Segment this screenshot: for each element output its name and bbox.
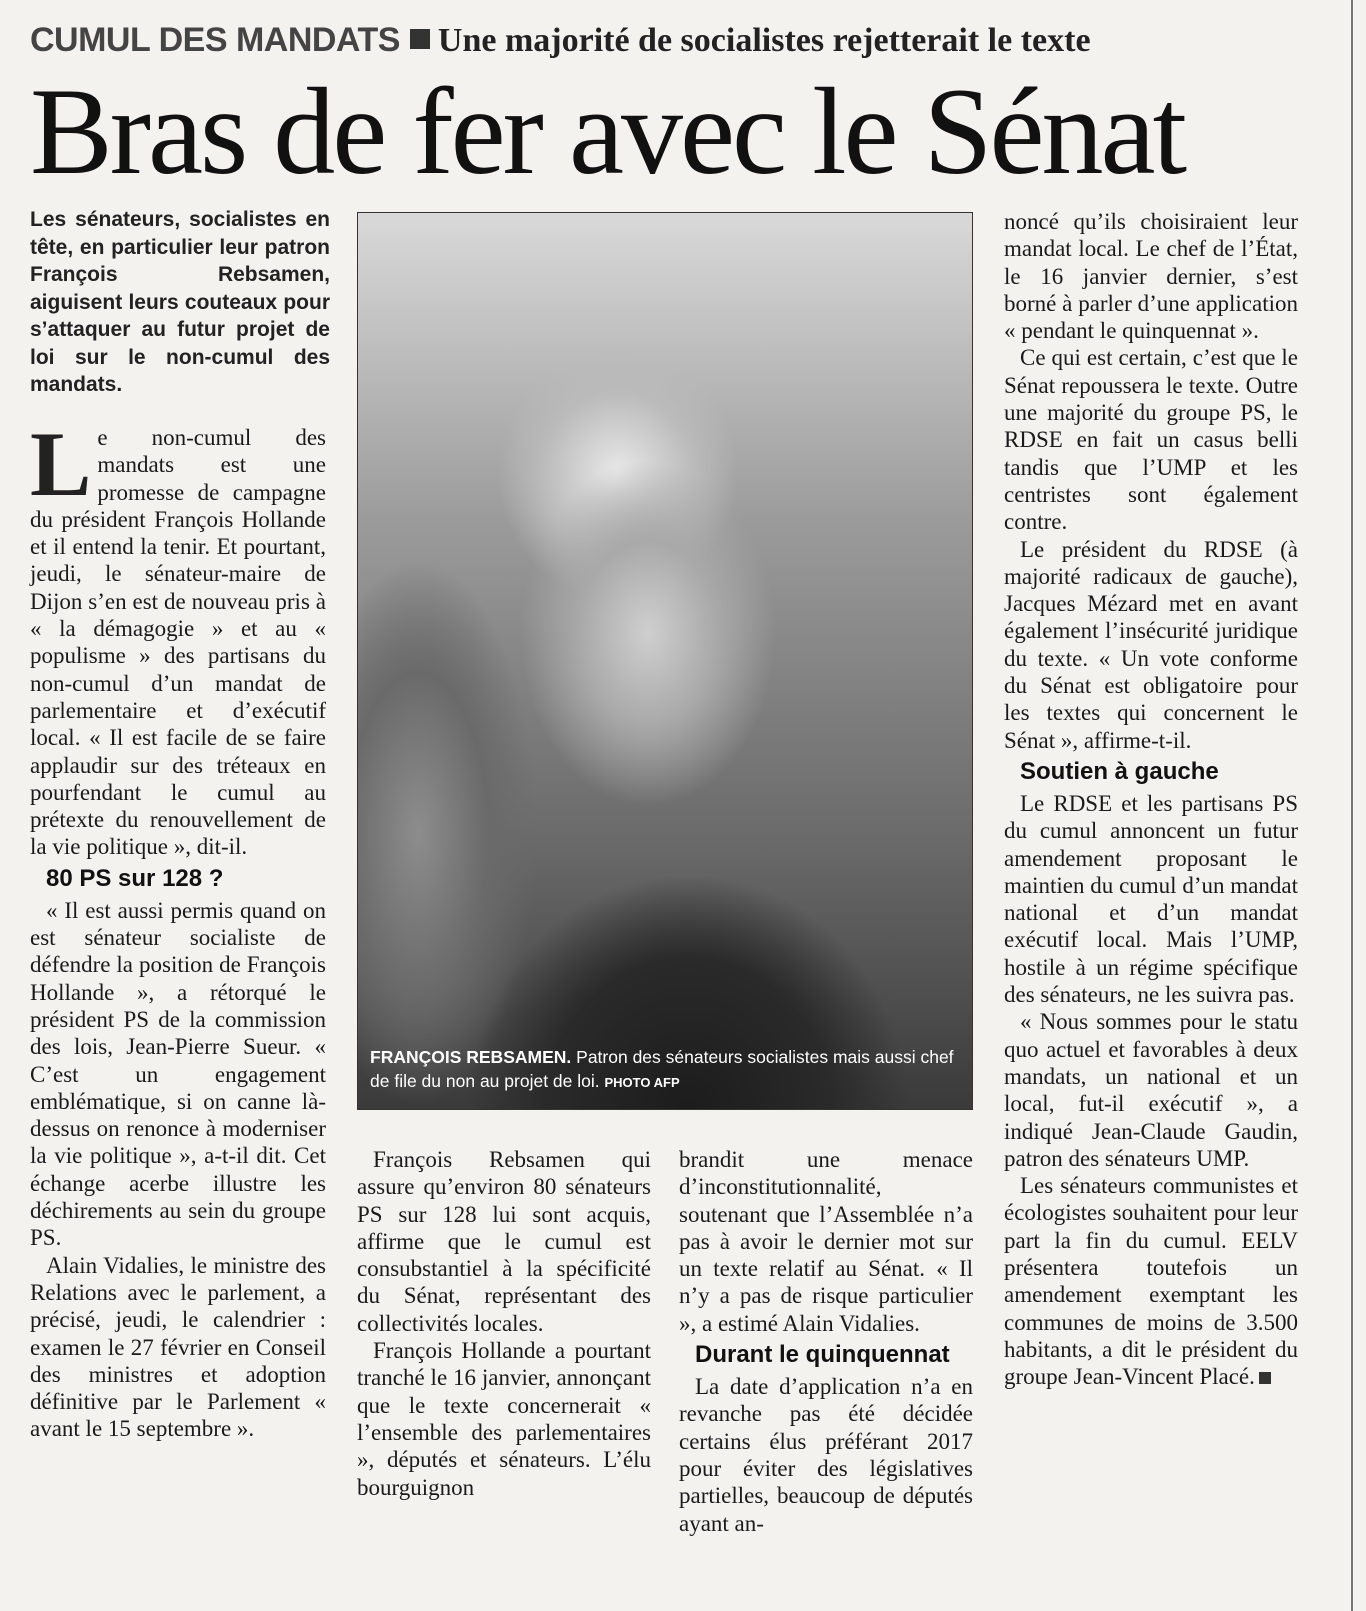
column-1 (30, 413, 326, 1443)
subhead-80ps: 80 PS sur 128 ? (46, 864, 224, 892)
kicker-rubric: CUMUL DES MANDATS (30, 21, 400, 59)
column-rule (1351, 0, 1353, 1611)
col1-paragraph-1-text: e non-cumul des mandats est une promesse de campagne du président François Hollande et il entend la tenir. Et pourtant, jeudi, le sénateur-maire de Dijon s’en est de nouveau pris à « la démagogie » et au « populisme » des partisans du non-cumul d’un mandat de parlementaire et d’exécutif local. « Il est facile de se faire applaudir sur des tréteaux en pourfendant le cumul au prétexte du renouvellement de la vie politique », dit-il. (30, 425, 326, 860)
kicker (30, 18, 1350, 63)
col2-paragraph-1: François Rebsamen qui assure qu’environ 80 sénateurs PS sur 128 lui sont acquis, affirme que le cumul est consubstantiel à la spécificité du Sénat, représentant des collectivités locales. (357, 1147, 651, 1336)
col4-paragraph-3: Le président du RDSE (à majorité radicaux de gauche), Jacques Mézard met en avant également l’insécurité juridique du texte. « Un vote conforme du Sénat est obligatoire pour les textes qui concernent le Sénat », affirme-t-il. (1004, 536, 1298, 753)
col1-paragraph-3: Alain Vidalies, le ministre des Relations avec le parlement, a précisé, jeudi, le calendrier : examen le 27 février en Conseil des ministres et adoption définitive par le Parlement « avant le 15 septembre ». (30, 1252, 326, 1442)
col1-paragraph-2: « Il est aussi permis quand on est sénateur socialiste de défendre la position de François Hollande », a rétorqué le président PS de la commission des lois, Jean-Pierre Sueur. « C’est un engagement emblématique, si on canne là-dessus on renonce à moderniser la vie politique », a-t-il dit. Cet échange acerbe illustre les déchirements au sein du groupe PS. (30, 897, 326, 1251)
col3-paragraph-1: brandit une menace d’inconstitutionnalité, soutenant que l’Assemblée n’a pas à avoir le dernier mot sur un texte relatif au Sénat. « Il n’y a pas de risque particulier », a estimé Alain Vidalies. (679, 1147, 973, 1336)
col2-paragraph-2: François Hollande a pourtant tranché le 16 janvier, annonçant que le texte concernerait « l’ensemble des parlementaires », députés et sénateurs. L’élu bourguignon (357, 1338, 651, 1500)
column-3 (679, 1146, 973, 1537)
col4-paragraph-2: Ce qui est certain, c’est que le Sénat repoussera le texte. Outre une majorité du groupe PS, le RDSE en fait un casus belli tandis que l’UMP et les centristes sont également contre. (1004, 345, 1298, 535)
col4-paragraph-6 (1004, 1172, 1298, 1390)
column-2 (357, 1146, 651, 1501)
kicker-title: Une majorité de socialistes rejetterait le texte (437, 22, 1091, 59)
headline: Bras de fer avec le Sénat (30, 63, 1185, 200)
end-of-article-icon (1259, 1372, 1271, 1384)
photo-caption (370, 1045, 960, 1095)
column-4 (1004, 208, 1298, 1390)
col4-paragraph-6-text: Les sénateurs communistes et écologistes souhaitent pour leur part la fin du cumul. EELV présentera toutefois un amendement exemptant les communes de moins de 3.500 habitants, a dit le président du groupe Jean-Vincent Placé. (1004, 1173, 1298, 1390)
col1-paragraph-1 (30, 413, 326, 861)
col4-paragraph-1: noncé qu’ils choisiraient leur mandat local. Le chef de l’État, le 16 janvier dernier, s’est borné à parler d’une application « pendant le quinquennat ». (1004, 209, 1298, 344)
dropcap: L (30, 413, 92, 515)
lede: Les sénateurs, socialistes en tête, en particulier leur patron François Rebsamen, aiguisent leurs couteaux pour s’attaquer au futur projet de loi sur le non-cumul des mandats. (30, 208, 330, 396)
photo-credit: PHOTO AFP (604, 1075, 680, 1090)
col4-paragraph-4: Le RDSE et les partisans PS du cumul annoncent un futur amendement proposant le maintien du cumul d’un mandat national et d’un mandat exécutif local. Mais l’UMP, hostile à un régime spécifique des sénateurs, ne les suivra pas. (1004, 790, 1298, 1008)
subhead-soutien: Soutien à gauche (1020, 757, 1219, 785)
subhead-quinquennat: Durant le quinquennat (695, 1341, 950, 1369)
col3-paragraph-2: La date d’application n’a en revanche pas été décidée certains élus préférant 2017 pour éviter des législatives partielles, beaucoup de députés ayant an- (679, 1374, 973, 1536)
kicker-square-icon (410, 29, 430, 49)
caption-text: Patron des sénateurs socialistes mais aussi chef de file du non au projet de loi. (370, 1047, 954, 1091)
photo-rebsamen (357, 212, 973, 1110)
col4-paragraph-5: « Nous sommes pour le statu quo actuel et favorables à deux mandats, un national et un local, fut-il exécutif », a indiqué Jean-Claude Gaudin, patron des sénateurs UMP. (1004, 1009, 1298, 1171)
caption-name: FRANÇOIS REBSAMEN. (370, 1047, 572, 1067)
